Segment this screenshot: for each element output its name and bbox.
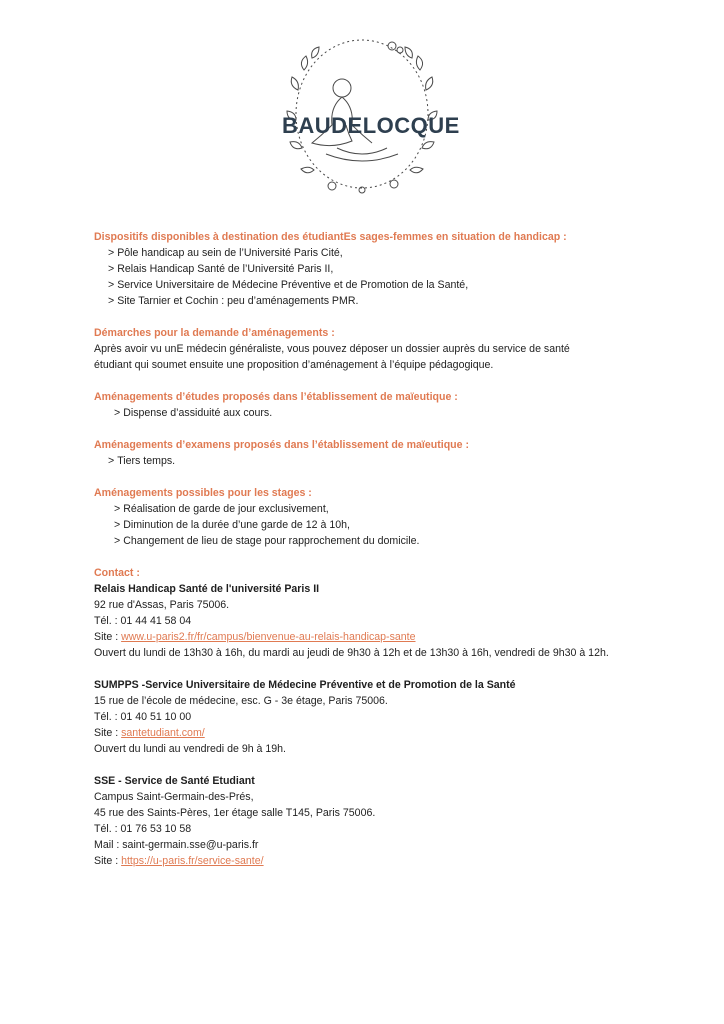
phone: Tél. : 01 40 51 10 00 — [94, 711, 192, 723]
bullet-list — [94, 501, 654, 549]
site-line: Site : santetudiant.com/ — [94, 727, 205, 739]
baudelocque-logo — [282, 30, 460, 198]
list-item: > Pôle handicap au sein de l’Université Paris Cité, — [108, 247, 343, 259]
list-item: > Site Tarnier et Cochin : peu d’aménagements PMR. — [108, 295, 359, 307]
site-link[interactable]: https://u-paris.fr/service-sante/ — [121, 855, 264, 867]
chevron-right-icon: > — [108, 279, 115, 291]
section-examens — [94, 437, 654, 469]
phone: Tél. : 01 76 53 10 58 — [94, 823, 192, 835]
contact-heading: Contact : — [94, 567, 140, 579]
list-item: > Relais Handicap Santé de l’Université Paris II, — [108, 263, 334, 275]
opening-hours: Ouvert du lundi au vendredi de 9h à 19h. — [94, 743, 287, 755]
chevron-right-icon: > — [108, 263, 115, 275]
bullet-list — [94, 245, 654, 309]
org-name: Relais Handicap Santé de l'université Paris II — [94, 583, 320, 595]
site-line: Site : https://u-paris.fr/service-sante/ — [94, 855, 264, 867]
paragraph-line: Après avoir vu unE médecin généraliste, vous pouvez déposer un dossier auprès du service de santé — [94, 343, 570, 355]
section-heading: Aménagements d’examens proposés dans l’établissement de maïeutique : — [94, 439, 470, 451]
chevron-right-icon: > — [114, 407, 121, 419]
address: 15 rue de l’école de médecine, esc. G - 3e étage, Paris 75006. — [94, 695, 388, 707]
list-item: > Tiers temps. — [108, 455, 176, 467]
section-dispositifs — [94, 229, 654, 309]
address: Campus Saint-Germain-des-Prés, — [94, 791, 254, 803]
address: 45 rue des Saints-Pères, 1er étage salle T145, Paris 75006. — [94, 807, 376, 819]
site-link[interactable]: santetudiant.com/ — [121, 727, 205, 739]
section-etudes — [94, 389, 654, 421]
chevron-right-icon: > — [108, 247, 115, 259]
list-item: > Diminution de la durée d’une garde de 12 à 10h, — [114, 519, 350, 531]
contact-relais — [94, 581, 654, 661]
section-heading: Dispositifs disponibles à destination des étudiantEs sages-femmes en situation de handicap : — [94, 231, 567, 243]
bullet-list — [94, 405, 654, 421]
list-item: > Service Universitaire de Médecine Préventive et de Promotion de la Santé, — [108, 279, 469, 291]
paragraph-line: étudiant qui soumet ensuite une proposition d’aménagement à l’équipe pédagogique. — [94, 359, 494, 371]
org-name: SUMPPS -Service Universitaire de Médecine Préventive et de Promotion de la Santé — [94, 679, 516, 691]
list-item: > Changement de lieu de stage pour rapprochement du domicile. — [114, 535, 420, 547]
opening-hours: Ouvert du lundi de 13h30 à 16h, du mardi au jeudi de 9h30 à 12h et de 13h30 à 16h, vendredi de 9h30 à 12h. — [94, 647, 609, 659]
address: 92 rue d'Assas, Paris 75006. — [94, 599, 230, 611]
site-line: Site : www.u-paris2.fr/fr/campus/bienvenue-au-relais-handicap-sante — [94, 631, 416, 643]
contact-sse — [94, 773, 654, 869]
section-heading: Démarches pour la demande d’aménagements : — [94, 327, 335, 339]
logo-title: BAUDELOCQUE — [282, 113, 460, 138]
bullet-list — [94, 453, 654, 469]
chevron-right-icon: > — [114, 519, 121, 531]
contact-sumpps — [94, 677, 654, 757]
section-heading: Aménagements possibles pour les stages : — [94, 487, 312, 499]
list-item: > Réalisation de garde de jour exclusivement, — [114, 503, 329, 515]
org-name: SSE - Service de Santé Etudiant — [94, 775, 255, 787]
chevron-right-icon: > — [108, 295, 115, 307]
chevron-right-icon: > — [108, 455, 115, 467]
email: Mail : saint-germain.sse@u-paris.fr — [94, 839, 259, 851]
section-heading: Aménagements d’études proposés dans l’établissement de maïeutique : — [94, 391, 458, 403]
chevron-right-icon: > — [114, 503, 121, 515]
site-link[interactable]: www.u-paris2.fr/fr/campus/bienvenue-au-relais-handicap-sante — [121, 631, 416, 643]
section-stages — [94, 485, 654, 549]
phone: Tél. : 01 44 41 58 04 — [94, 615, 192, 627]
list-item: > Dispense d’assiduité aux cours. — [114, 407, 273, 419]
section-demarches — [94, 325, 654, 373]
document-body — [94, 229, 654, 885]
chevron-right-icon: > — [114, 535, 121, 547]
